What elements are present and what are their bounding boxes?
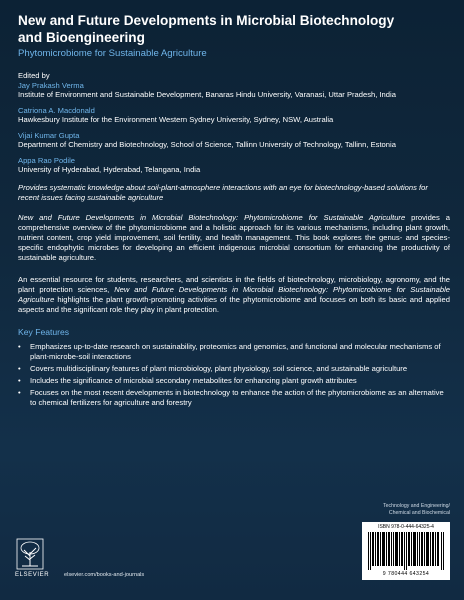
feature-text: Focuses on the most recent developments in biotechnology to enhance the action of the phytomicrobiome as an alternative to chemical fertilizers for agriculture and forestry <box>30 387 444 407</box>
book-title-italic: New and Future Developments in Microbial Biotechnology: Phytomicrobiome for Sustainable Agriculture <box>18 284 450 304</box>
category-line-2: Chemical and Biochemical <box>388 510 450 516</box>
isbn-label: ISBN 978-0-444-64325-4 <box>378 524 434 530</box>
description-paragraph-2 <box>18 275 450 315</box>
editor-affiliation: Hawkesbury Institute for the Environment Western Sydney University, Sydney, NSW, Australia <box>18 115 334 124</box>
bullet-dot-icon: • <box>18 375 21 385</box>
book-title-italic: New and Future Developments in Microbial Biotechnology: Phytomicrobiome for Sustainable Agriculture <box>18 212 406 222</box>
paragraph-text: highlights the plant growth-promoting activities of the phytomicrobiome and focuses on both its basic and applied aspects and the significant role they play in plant protection. <box>18 294 450 314</box>
feature-text: Covers multidisciplinary features of plant microbiology, plant physiology, soil science, and sustainable agriculture <box>30 363 408 373</box>
publisher-name: ELSEVIER <box>15 572 50 578</box>
editor-name: Jay Prakash Verma <box>18 80 84 90</box>
barcode <box>362 522 450 580</box>
category-line-1: Technology and Engineering/ <box>383 503 450 509</box>
editor-affiliation: Department of Chemistry and Biotechnology, School of Science, Tallinn University of Technology, Tallinn, Estonia <box>18 140 396 149</box>
key-features-list <box>18 342 450 408</box>
editor-2 <box>18 106 450 125</box>
list-item <box>18 376 450 386</box>
description-paragraph-1 <box>18 213 450 263</box>
book-subtitle: Phytomicrobiome for Sustainable Agriculture <box>18 48 207 59</box>
bullet-dot-icon: • <box>18 363 21 373</box>
list-item <box>18 388 450 408</box>
feature-text: Emphasizes up-to-date research on sustainability, proteomics and genomics, and functional and molecular mechanisms of plant-microbe-soil interactions <box>30 341 441 361</box>
paragraph-text: provides a comprehensive overview of the phytomicrobiome and a holistic approach for its various mechanisms, including plant growth, nutrient content, crop yield improvement, soil fertility, and health management. This book explores the genus- and species-specific endophytic microbes for developing an efficient indigenous microbial consortium for enhancing the productivity of sustainable agriculture. <box>18 212 450 262</box>
edited-by-label: Edited by <box>18 71 50 80</box>
elsevier-tree-logo <box>16 538 44 570</box>
editor-name: Appa Rao Podile <box>18 155 75 165</box>
editor-1 <box>18 81 450 100</box>
editor-name: Vijai Kumar Gupta <box>18 130 80 140</box>
feature-text: Includes the significance of microbial secondary metabolites for enhancing plant growth attributes <box>30 375 357 385</box>
list-item <box>18 364 450 374</box>
editor-name: Catriona A. Macdonald <box>18 105 95 115</box>
bullet-dot-icon: • <box>18 341 21 351</box>
title-line-2: and Bioengineering <box>18 30 145 45</box>
barcode-bars-icon <box>366 532 446 570</box>
book-title <box>18 12 450 46</box>
paragraph-text: An essential resource for students, researchers, and scientists in the fields of biotechnology, microbiology, agronomy, and the plant protection sciences, <box>18 274 450 294</box>
barcode-number: 9 780444 643254 <box>382 571 430 577</box>
editor-affiliation: University of Hyderabad, Hyderabad, Telangana, India <box>18 165 201 174</box>
bullet-dot-icon: • <box>18 387 21 397</box>
editor-3 <box>18 131 450 150</box>
key-features-heading: Key Features <box>18 326 70 337</box>
subject-category <box>383 503 450 517</box>
editor-affiliation: Institute of Environment and Sustainable Development, Banaras Hindu University, Varanasi, Uttar Pradesh, India <box>18 90 396 99</box>
list-item <box>18 342 450 362</box>
title-line-1: New and Future Developments in Microbial Biotechnology <box>18 13 395 28</box>
editor-4 <box>18 156 450 175</box>
publisher-url[interactable]: elsevier.com/books-and-journals <box>64 572 145 578</box>
tagline: Provides systematic knowledge about soil-plant-atmosphere interactions with an eye for biotechnology-based solutions for recent issues facing sustainable agriculture <box>18 182 428 202</box>
